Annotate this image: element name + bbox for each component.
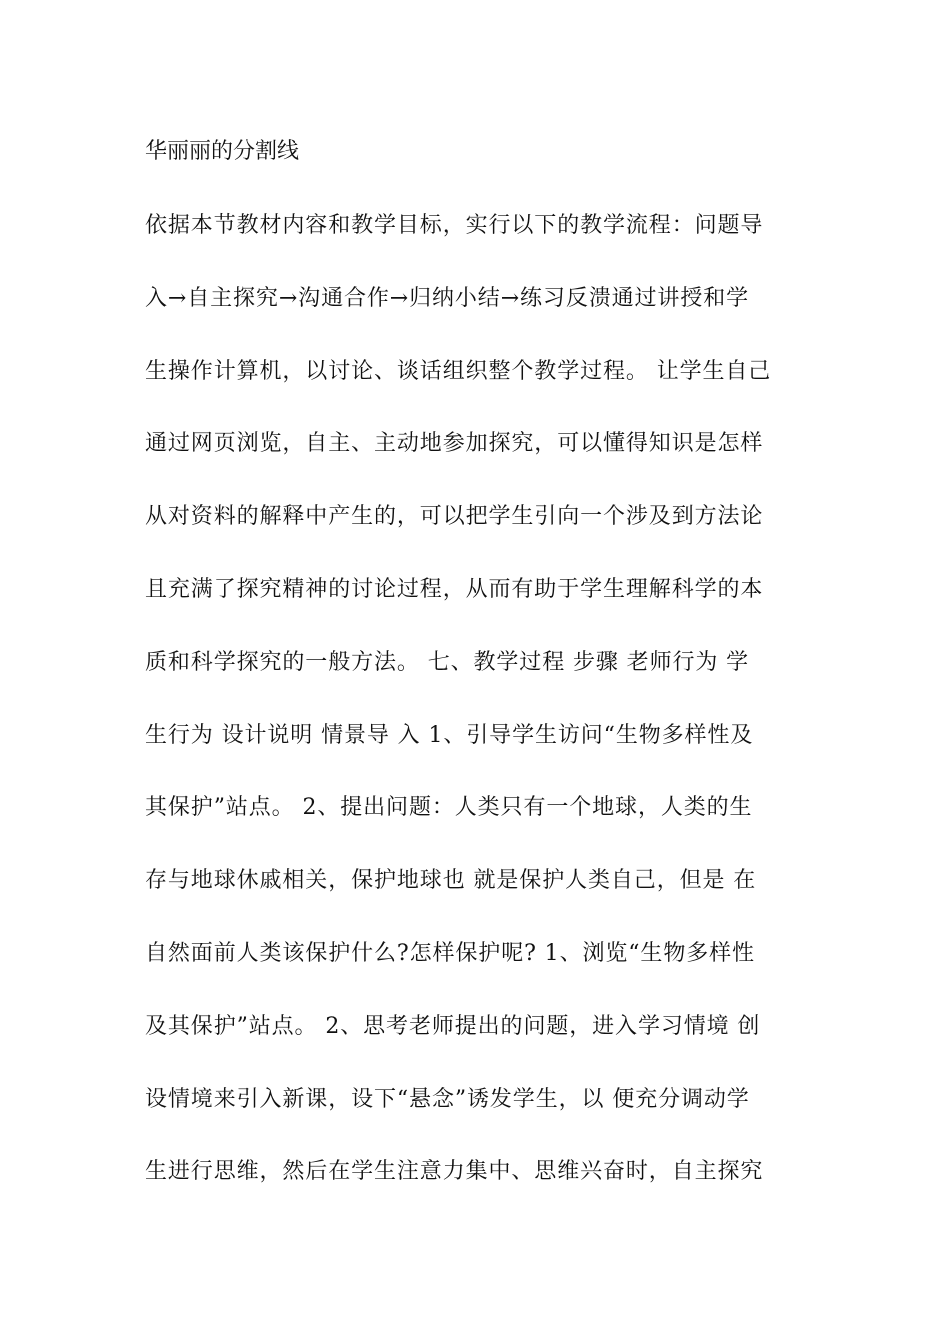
text-line: 自然面前人类该保护什么?怎样保护呢? 1、浏览“生物多样性 <box>145 940 755 966</box>
text-line: 入→自主探究→沟通合作→归纳小结→练习反溃通过讲授和学 <box>145 285 750 311</box>
text-line: 设情境来引入新课，设下“悬念”诱发学生，以 便充分调动学 <box>145 1086 750 1112</box>
text-line: 通过网页浏览，自主、主动地参加探究，可以懂得知识是怎样 <box>145 431 764 457</box>
text-line: 存与地球休戚相关，保护地球也 就是保护人类自己，但是 在 <box>145 868 757 894</box>
text-line: 生进行思维，然后在学生注意力集中、思维兴奋时，自主探究 <box>145 1159 764 1185</box>
body-text <box>145 208 815 1227</box>
section-heading: 华丽丽的分割线 <box>145 139 300 164</box>
text-line: 及其保护”站点。 2、思考老师提出的问题，进入学习情境 创 <box>145 1013 761 1039</box>
text-line: 依据本节教材内容和教学目标，实行以下的教学流程：问题导 <box>145 213 764 238</box>
text-line: 其保护”站点。 2、提出问题：人类只有一个地球，人类的生 <box>145 795 753 821</box>
text-line: 生行为 设计说明 情景导 入 1、引导学生访问“生物多样性及 <box>145 722 754 748</box>
text-line: 生操作计算机，以讨论、谈话组织整个教学过程。 让学生自己 <box>145 358 772 384</box>
text-line: 从对资料的解释中产生的，可以把学生引向一个涉及到方法论 <box>145 504 764 530</box>
text-line: 质和科学探究的一般方法。 七、教学过程 步骤 老师行为 学 <box>145 649 750 675</box>
text-line: 且充满了探究精神的讨论过程，从而有助于学生理解科学的本 <box>145 576 764 602</box>
